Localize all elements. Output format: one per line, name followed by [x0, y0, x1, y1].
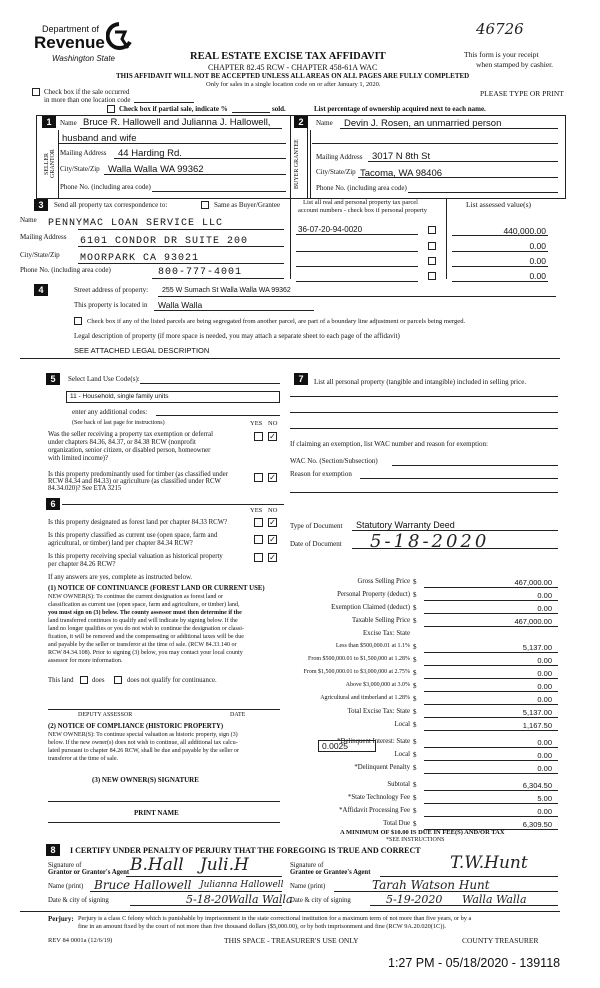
doc-date-value[interactable]: 5-18-2020 — [370, 531, 490, 552]
revenue-logo-icon — [106, 22, 132, 52]
calc-value-15[interactable]: 6,304.50 — [522, 781, 552, 790]
buyer-side-label: BUYER GRANTEE — [294, 139, 300, 189]
parcel-2-value[interactable]: 0.00 — [529, 241, 546, 251]
located-value[interactable]: Walla Walla — [158, 300, 203, 310]
calc-dollar-11: $ — [413, 721, 417, 729]
s5-q2-yes-checkbox[interactable] — [254, 473, 263, 482]
notice2-title: (2) NOTICE OF COMPLIANCE (HISTORIC PROPERTY) — [48, 723, 224, 730]
calc-dollar-8: $ — [413, 682, 417, 690]
calc-value-17[interactable]: 0.00 — [537, 807, 552, 816]
receipt-note2: when stamped by cashier. — [476, 60, 554, 69]
parcel-1-account[interactable]: 36-07-20-94-0020 — [298, 225, 363, 234]
notice1-line7: and payable by the seller or transferor at the time of sale. (RCW 84.33.140 or — [48, 642, 237, 648]
notice1-line1: NEW OWNER(S): To continue the current designation as forest land or — [48, 594, 224, 600]
calc-line-1 — [424, 600, 558, 601]
calc-dollar-6: $ — [413, 656, 417, 664]
doc-type-label: Type of Document — [290, 522, 343, 530]
calc-line-3 — [424, 626, 558, 627]
calc-line-2 — [424, 613, 558, 614]
reason-exemption-label: Reason for exemption — [290, 470, 352, 478]
calc-label-15: Subtotal — [387, 781, 410, 788]
calc-value-11[interactable]: 1,167.50 — [522, 721, 552, 730]
parcel-header1: List all real and personal property tax parcel — [303, 199, 418, 206]
s5-q1-line1: Was the seller receiving a property tax exemption or deferral — [48, 431, 213, 438]
land-use-label: Select Land Use Code(s): — [68, 375, 140, 383]
s6-q1-no-checkbox[interactable]: ✓ — [269, 518, 276, 527]
does-qualify-checkbox[interactable] — [80, 676, 88, 684]
calc-value-1[interactable]: 0.00 — [537, 591, 552, 600]
calc-value-0[interactable]: 467,000.00 — [514, 578, 552, 587]
legal-description-value[interactable]: SEE ATTACHED LEGAL DESCRIPTION — [74, 346, 210, 355]
calc-line-6 — [424, 665, 558, 666]
calc-label-16: *State Technology Fee — [347, 794, 410, 801]
calc-line-10 — [424, 717, 558, 718]
calc-value-7[interactable]: 0.00 — [537, 669, 552, 678]
s6-q1-yes-checkbox[interactable] — [254, 518, 263, 527]
notice1-line4: land transferred continues to qualify and will indicate by signing below. If the — [48, 618, 238, 624]
calc-line-13 — [424, 760, 558, 761]
rev-number: REV 84 0001a (12/6/19) — [48, 937, 113, 944]
s5-no-header: NO — [268, 420, 278, 427]
calc-dollar-5: $ — [413, 643, 417, 651]
warning-line: THIS AFFIDAVIT WILL NOT BE ACCEPTED UNLESS ALL AREAS ON ALL PAGES ARE FULLY COMPLETED — [116, 72, 470, 80]
parcel-3-value[interactable]: 0.00 — [529, 256, 546, 266]
perjury-line1: Perjury is a class C felony which is punishable by imprisonment in the state correctional institution for a maximum term of not more than five years, or by a — [78, 915, 472, 922]
section-number-8: 8 — [46, 844, 60, 856]
notice2-line4: transferor at the time of sale. — [48, 756, 119, 762]
corr-mailing-value[interactable]: 6101 CONDOR DR SUITE 200 — [80, 236, 249, 247]
street-address-label: Street address of property: — [74, 286, 149, 294]
calc-line-5 — [424, 652, 558, 653]
calc-label-6: From $500,000.01 to $1,500,000 at 1.28% — [308, 656, 410, 662]
calc-label-1: Personal Property (deduct) — [337, 591, 410, 598]
calc-dollar-2: $ — [413, 604, 417, 612]
s6-q2-line1: Is this property classified as current use (open space, farm and — [48, 532, 218, 539]
new-owner-signature-label: (3) NEW OWNER(S) SIGNATURE — [92, 776, 199, 784]
s6-q2-line2: agricultural, or timber) land per chapter 84.34 RCW? — [48, 540, 193, 547]
calc-line-0 — [424, 587, 558, 588]
corr-name-label: Name — [20, 216, 37, 224]
timestamp: 1:27 PM - 05/18/2020 - 139118 — [388, 956, 561, 970]
s5-q1-line4: with limited income)? — [48, 455, 109, 462]
calc-label-14: *Delinquent Penalty — [354, 764, 410, 771]
calc-label-13: Local — [394, 751, 410, 758]
does-not-qualify-checkbox[interactable] — [114, 676, 122, 684]
sold-label: sold. — [272, 105, 286, 113]
additional-codes-label: enter any additional codes: — [72, 408, 148, 416]
land-use-value: 11 - Household, single family units — [70, 393, 169, 400]
s6-no-header: NO — [268, 507, 278, 514]
grantee-sig-label1: Signature of — [290, 862, 324, 869]
see-back-note: (See back of last page for instructions) — [72, 420, 165, 426]
grantee-city[interactable]: Walla Walla — [462, 893, 527, 906]
form-title: REAL ESTATE EXCISE TAX AFFIDAVIT — [190, 51, 386, 62]
handwritten-number: 46726 — [476, 20, 524, 38]
calc-value-6[interactable]: 0.00 — [537, 656, 552, 665]
section-number-2: 2 — [294, 116, 308, 128]
notice2-line1: NEW OWNER(S): To continue special valuation as historic property, sign (3) — [48, 732, 238, 738]
s5-q2-no-checkbox[interactable]: ✓ — [269, 473, 276, 482]
calc-dollar-9: $ — [413, 695, 417, 703]
s5-q1-line2: under chapters 84.36, 84.37, or 84.38 RCW (nonprofit — [48, 439, 196, 446]
s6-q3-no-checkbox[interactable]: ✓ — [269, 553, 276, 562]
parcel-2-personal-checkbox[interactable] — [428, 242, 436, 250]
calc-value-2[interactable]: 0.00 — [537, 604, 552, 613]
grantor-name1[interactable]: Bruce Hallowell — [94, 878, 192, 892]
s6-q1: Is this property designated as forest land per chapter 84.33 RCW? — [48, 519, 228, 526]
section-number-6: 6 — [46, 498, 60, 510]
s5-q2-line1: Is this property predominantly used for timber (as classified under — [48, 471, 228, 478]
s5-yes-header: YES — [250, 420, 263, 427]
multi-location-label1: Check box if the sale occurred — [44, 88, 130, 96]
buyer-city-value[interactable]: Tacoma, WA 98406 — [360, 168, 443, 179]
multi-location-checkbox[interactable] — [32, 88, 40, 96]
certify-statement: I CERTIFY UNDER PENALTY OF PERJURY THAT THE FOREGOING IS TRUE AND CORRECT — [70, 846, 421, 855]
chapter-line: CHAPTER 82.45 RCW - CHAPTER 458-61A WAC — [208, 63, 378, 72]
s6-q2-no-checkbox[interactable]: ✓ — [269, 535, 276, 544]
calc-dollar-15: $ — [413, 781, 417, 789]
buyer-mailing-value[interactable]: 3017 N 8th St — [372, 151, 431, 162]
notice1-line9: assessor for more information. — [48, 658, 123, 664]
calc-label-5: Less than $500,000.01 at 1.1% — [335, 643, 410, 649]
answers-note: If any answers are yes, complete as instructed below. — [48, 574, 193, 581]
s6-q3-line2: per chapter 84.26 RCW? — [48, 561, 116, 568]
partial-sale-checkbox[interactable] — [107, 105, 115, 113]
parcel-3-personal-checkbox[interactable] — [428, 257, 436, 265]
seller-phone-label: Phone No. (including area code) — [60, 183, 151, 191]
ownership-note: List percentage of ownership acquired next to each name. — [314, 105, 486, 113]
grantor-signature[interactable]: B.Hall Juli.H — [130, 855, 249, 875]
calc-line-12 — [424, 747, 558, 748]
treasurer-use-label: THIS SPACE - TREASURER'S USE ONLY — [224, 936, 359, 945]
partial-sale-label: Check box if partial sale, indicate % — [119, 105, 228, 113]
send-correspondence-label: Send all property tax correspondence to: — [54, 201, 168, 209]
s5-q2-line2: RCW 84.34 and 84.33) or agriculture (as classified under RCW — [48, 478, 221, 485]
print-name-label: PRINT NAME — [134, 809, 179, 817]
calc-line-8 — [424, 691, 558, 692]
notice1-line3: you must sign on (3) below. The county assessor must then determine if the — [48, 610, 242, 616]
buyer-name-value[interactable]: Devin J. Rosen, an unmarried person — [344, 118, 502, 129]
calc-label-18: Total Due — [383, 820, 410, 827]
calc-dollar-18: $ — [413, 820, 417, 828]
grantor-name-label: Name (print) — [48, 883, 84, 890]
calc-dollar-14: $ — [413, 764, 417, 772]
calc-line-17 — [424, 816, 558, 817]
seller-name-value2[interactable]: husband and wife — [62, 133, 137, 144]
grantor-sig-label1: Signature of — [48, 862, 82, 869]
grantor-name2[interactable]: Julianna Hallowell — [200, 880, 284, 890]
personal-property-label: List all personal property (tangible and intangible) included in selling price. — [314, 378, 527, 386]
notice1-line8: RCW 84.34.108). Prior to signing (3) below, you may contact your local county — [48, 650, 243, 656]
does-label: does — [92, 677, 105, 684]
seller-mailing-value[interactable]: 44 Harding Rd. — [118, 148, 182, 159]
see-instructions-note: *SEE INSTRUCTIONS — [386, 837, 445, 843]
calc-value-3[interactable]: 467,000.00 — [514, 617, 552, 626]
same-as-buyer-checkbox[interactable] — [201, 201, 209, 209]
calc-line-11 — [424, 730, 558, 731]
corr-mailing-label: Mailing Address — [20, 233, 67, 241]
parcel-4-personal-checkbox[interactable] — [428, 272, 436, 280]
multi-location-label2: in more than one location code — [44, 96, 131, 104]
calc-label-10: Total Excise Tax: State — [347, 708, 410, 715]
calc-dollar-3: $ — [413, 617, 417, 625]
calc-label-12: *Delinquent Interest: State — [337, 738, 410, 745]
county-treasurer-label: COUNTY TREASURER — [462, 936, 539, 945]
seller-name-value[interactable]: Bruce R. Hallowell and Julianna J. Hallowell, — [83, 117, 271, 128]
calc-dollar-1: $ — [413, 591, 417, 599]
calc-label-9: Agricultural and timberland at 1.28% — [320, 695, 410, 701]
calc-dollar-17: $ — [413, 807, 417, 815]
print-note: PLEASE TYPE OR PRINT — [480, 89, 564, 98]
exemption-claim-label: If claiming an exemption, list WAC number and reason for exemption: — [290, 440, 488, 448]
calc-value-5[interactable]: 5,137.00 — [522, 643, 552, 652]
calc-label-7: From $1,500,000.01 to $3,000,000 at 2.75% — [303, 669, 410, 675]
calc-label-3: Taxable Selling Price — [351, 617, 410, 624]
dept-line1: Department of — [42, 24, 100, 34]
calc-label-11: Local — [394, 721, 410, 728]
assessed-header: List assessed value(s) — [466, 200, 531, 209]
calc-line-14 — [424, 773, 558, 774]
seller-city-label: City/State/Zip — [60, 165, 100, 173]
calc-value-14[interactable]: 0.00 — [537, 764, 552, 773]
corr-phone-value[interactable]: 800-777-4001 — [158, 267, 243, 278]
buyer-name-label: Name — [316, 119, 333, 127]
notice1-line2: classification as current use (open space, farm and agriculture, or timber) land, — [48, 602, 240, 608]
dept-state: Washington State — [52, 54, 116, 63]
seller-city-value[interactable]: Walla Walla WA 99362 — [108, 164, 204, 175]
notice1-line5: land no longer qualifies or you do not wish to continue the designation or classi- — [48, 626, 244, 632]
notice1-title: (1) NOTICE OF CONTINUANCE (FOREST LAND OR CURRENT USE) — [48, 585, 265, 592]
segregated-label: Check box if any of the listed parcels are being segregated from another parcel, are part of a boundary line adjustment or parcels being merged. — [87, 318, 466, 325]
segregated-checkbox[interactable] — [74, 317, 82, 325]
seller-side-label: SELLER GRANTOR — [44, 149, 56, 179]
parcel-1-value[interactable]: 440,000.00 — [503, 226, 546, 236]
corr-phone-label: Phone No. (including area code) — [20, 266, 111, 274]
receipt-note1: This form is your receipt — [464, 50, 539, 59]
assessor-date-label: DATE — [230, 712, 246, 718]
calc-dollar-16: $ — [413, 794, 417, 802]
grantor-date[interactable]: 5-18-20 — [186, 893, 229, 906]
deputy-assessor-label: DEPUTY ASSESSOR — [78, 712, 133, 718]
sub-warning: Only for sales in a single location code on or after January 1, 2020. — [206, 81, 381, 88]
calc-value-13[interactable]: 0.00 — [537, 751, 552, 760]
calc-dollar-0: $ — [413, 578, 417, 586]
doc-type-value[interactable]: Statutory Warranty Deed — [356, 520, 455, 530]
seller-mailing-label: Mailing Address — [60, 149, 107, 157]
local-rate-value: 0.0025 — [322, 741, 348, 751]
s6-q3-yes-checkbox[interactable] — [254, 553, 263, 562]
notice2-line2: below. If the new owner(s) does not wish to continue, all additional tax calcu- — [48, 740, 238, 746]
this-land-label: This land — [48, 677, 74, 684]
calc-line-16 — [424, 803, 558, 804]
corr-city-value[interactable]: MOORPARK CA 93021 — [80, 253, 200, 264]
s5-q1-no-checkbox[interactable]: ✓ — [269, 432, 276, 441]
notice1-line6: fication, it will be removed and the compensating or additional taxes will be due — [48, 634, 244, 640]
buyer-phone-label: Phone No. (including area code) — [316, 184, 407, 192]
calc-value-8[interactable]: 0.00 — [537, 682, 552, 691]
calc-value-10[interactable]: 5,137.00 — [522, 708, 552, 717]
does-not-label: does not qualify for continuance. — [127, 677, 217, 684]
calc-value-12[interactable]: 0.00 — [537, 738, 552, 747]
grantee-sig-label2: Grantee or Grantee's Agent — [290, 869, 371, 876]
calc-label-4: Excise Tax: State — [363, 630, 410, 637]
calc-line-9 — [424, 704, 558, 705]
doc-date-label: Date of Document — [290, 540, 342, 548]
grantee-date-label: Date & city of signing — [290, 897, 351, 904]
buyer-mailing-label: Mailing Address — [316, 153, 363, 161]
parcel-1-personal-checkbox[interactable] — [428, 226, 436, 234]
parcel-header2: account numbers - check box if personal property — [298, 207, 428, 214]
calc-value-18[interactable]: 6,309.50 — [522, 820, 552, 829]
same-as-buyer-label: Same as Buyer/Grantee — [214, 201, 281, 209]
calc-dollar-10: $ — [413, 708, 417, 716]
grantor-city[interactable]: Walla Walla — [228, 893, 293, 906]
buyer-city-label: City/State/Zip — [316, 168, 356, 176]
seller-name-label: Name — [60, 119, 77, 127]
grantee-name-label: Name (print) — [290, 883, 326, 890]
s6-q2-yes-checkbox[interactable] — [254, 535, 263, 544]
s5-q1-yes-checkbox[interactable] — [254, 432, 263, 441]
grantor-sig-label2: Grantor or Grantor's Agent — [48, 869, 130, 876]
parcel-4-value[interactable]: 0.00 — [529, 271, 546, 281]
corr-name-value[interactable]: PENNYMAC LOAN SERVICE LLC — [48, 218, 224, 229]
s5-q1-line3: organization, senior citizen, or disabled person, homeowner — [48, 447, 211, 454]
calc-label-0: Gross Selling Price — [357, 578, 410, 585]
calc-label-8: Above $3,000,000 at 3.0% — [345, 682, 410, 688]
grantee-signature[interactable]: T.W.Hunt — [450, 853, 528, 873]
section-number-3: 3 — [34, 199, 48, 211]
calc-dollar-13: $ — [413, 751, 417, 759]
section-number-7: 7 — [294, 373, 308, 385]
grantor-date-label: Date & city of signing — [48, 897, 109, 904]
section-number-5: 5 — [46, 373, 60, 385]
grantee-date[interactable]: 5-19-2020 — [386, 893, 443, 906]
corr-city-label: City/State/Zip — [20, 251, 60, 259]
calc-label-2: Exemption Claimed (deduct) — [331, 604, 410, 611]
s6-yes-header: YES — [250, 507, 263, 514]
calc-line-15 — [424, 790, 558, 791]
wac-label: WAC No. (Section/Subsection) — [290, 457, 378, 465]
section-number-1: 1 — [42, 116, 56, 128]
located-label: This property is located in — [74, 301, 148, 309]
calc-value-9[interactable]: 0.00 — [537, 695, 552, 704]
calc-line-7 — [424, 678, 558, 679]
legal-description-label: Legal description of property (if more space is needed, you may attach a separate sheet to each page of the affidavit) — [74, 332, 400, 340]
perjury-line2: fine in an amount fixed by the court of not more than five thousand dollars ($5,000.00), or by both imprisonment and fine (RCW 9A.20.020(1C)). — [78, 923, 447, 930]
grantee-name[interactable]: Tarah Watson Hunt — [372, 878, 490, 892]
section-number-4: 4 — [34, 284, 48, 296]
calc-label-17: *Affidavit Processing Fee — [339, 807, 410, 814]
dept-name: Revenue — [34, 33, 105, 52]
notice2-line3: lated pursuant to chapter 84.26 RCW, shall be due and payable by the seller or — [48, 748, 239, 754]
calc-dollar-7: $ — [413, 669, 417, 677]
street-address-value[interactable]: 255 W Sumach St Walla Walla WA 99362 — [162, 287, 291, 294]
s5-q2-line3: 84.34.020)? See ETA 3215 — [48, 485, 122, 492]
s6-q3-line1: Is this property receiving special valuation as historical property — [48, 553, 223, 560]
perjury-label: Perjury: — [48, 915, 74, 923]
calc-value-16[interactable]: 5.00 — [537, 794, 552, 803]
calc-dollar-12: $ — [413, 738, 417, 746]
minimum-note: A MINIMUM OF $10.00 IS DUE IN FEE(S) AND/OR TAX — [340, 829, 505, 836]
